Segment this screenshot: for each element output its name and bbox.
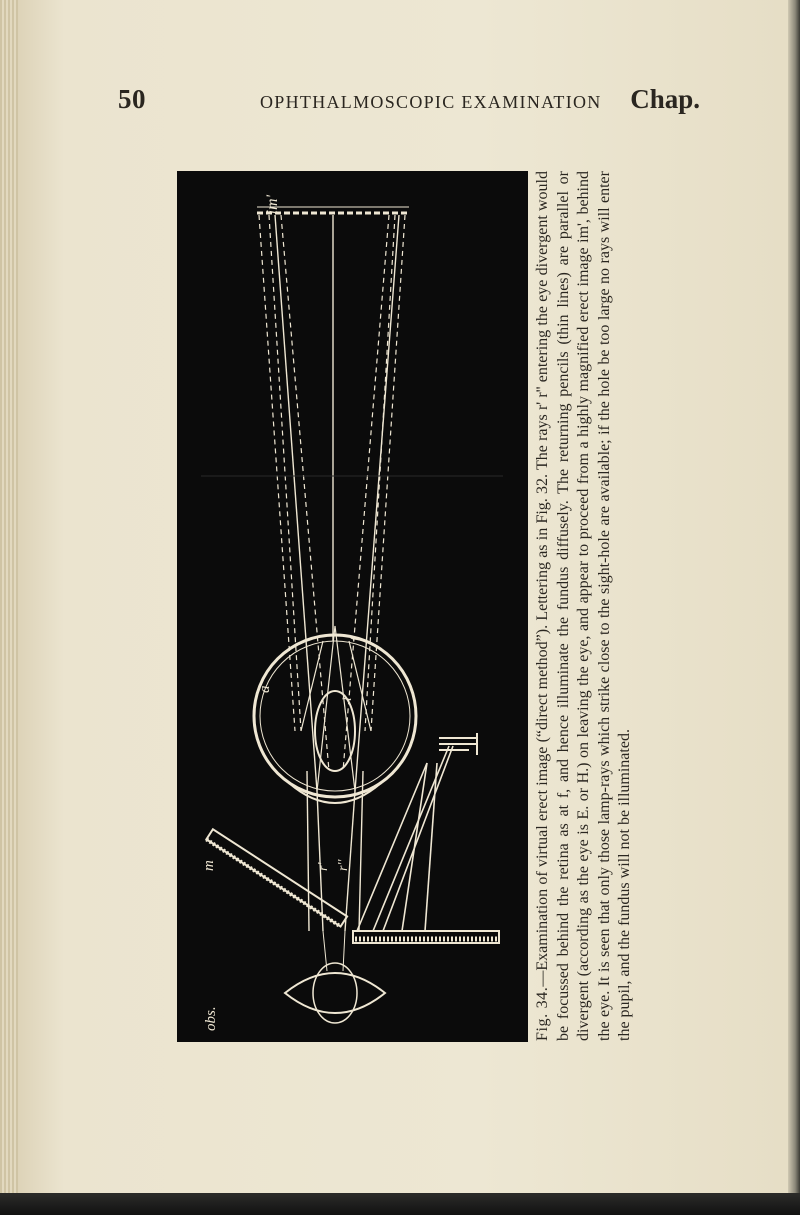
page-number: 50 [118, 84, 146, 114]
chapter-label: Chap. [630, 84, 700, 114]
label-a: a [257, 685, 273, 693]
caption-body: —Examination of virtual erect image (“direct method”). Lettering as in Fig. 32. The rays r' r'' entering the eye divergent would be focussed behind the retina as at f, and hence illuminate the fundus diffusely. The returning pencils (thin lines) are parallel or divergent (according as the eye is E. or H.) on leaving the eye, and appear to proceed from a highly magnified erect image im', behind the eye. It is seen that only those lamp-rays which strike close to the sight-hole are available; if the hole be too large no rays will enter the pupil, and the fundus will not be illuminated. [534, 171, 633, 1041]
label-l: l [339, 697, 354, 701]
optical-diagram [177, 171, 528, 1042]
label-r-right: r'' [336, 859, 351, 871]
label-r-left: r' [316, 862, 331, 871]
figure-label: Fig. 34. [534, 986, 551, 1041]
caption-paragraph [533, 171, 636, 1041]
label-im: im' [264, 195, 281, 215]
figure-caption [533, 171, 653, 1041]
label-m: m [201, 860, 217, 871]
figure-34-illustration [177, 171, 528, 1042]
running-title: OPHTHALMOSCOPIC EXAMINATION [260, 92, 602, 112]
label-obs: obs. [203, 1006, 219, 1031]
scan-bottom-edge [0, 1193, 800, 1215]
page-edge-left [0, 0, 18, 1215]
page-header [118, 84, 700, 114]
page-edge-right [788, 0, 800, 1215]
label-f: f [347, 637, 362, 641]
